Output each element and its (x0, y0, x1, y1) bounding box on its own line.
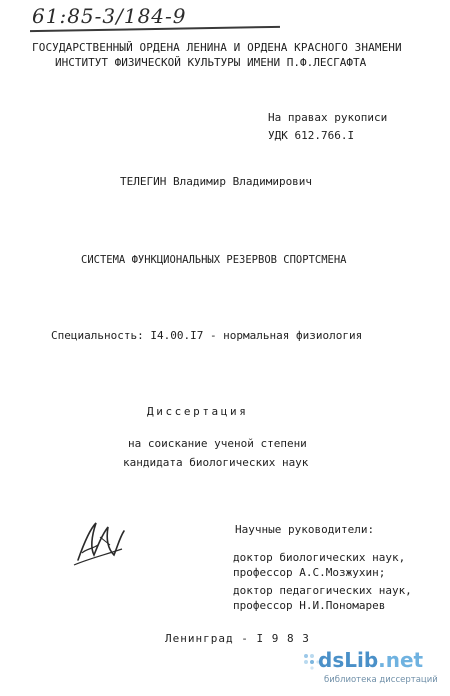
dslib-watermark[interactable] (318, 648, 446, 694)
dslib-logo-main: dsLib (318, 648, 379, 672)
degree-line-1: на соискание ученой степени (128, 437, 307, 450)
institution-line-2: ИНСТИТУТ ФИЗИЧЕСКОЙ КУЛЬТУРЫ ИМЕНИ П.Ф.ЛЕСГАФТА (55, 56, 367, 69)
handwritten-signature (70, 515, 130, 570)
author-name: ТЕЛЕГИН Владимир Владимирович (120, 175, 313, 188)
supervisor-1-degree: доктор биологических наук, (233, 551, 406, 564)
institution-line-1: ГОСУДАРСТВЕННЫЙ ОРДЕНА ЛЕНИНА И ОРДЕНА КРАСНОГО ЗНАМЕНИ (32, 41, 402, 54)
udc-code: УДК 612.766.I (268, 129, 355, 142)
supervisor-2-degree: доктор педагогических наук, (233, 584, 412, 597)
supervisor-2-name: профессор Н.И.Пономарев (233, 599, 386, 612)
speciality-line: Специальность: I4.00.I7 - нормальная физиология (51, 329, 363, 342)
document-type: Диссертация (147, 405, 249, 418)
city-year: Ленинград - I 9 8 3 (165, 632, 310, 645)
degree-line-2: кандидата биологических наук (123, 456, 309, 469)
supervisor-1-name: профессор А.С.Мозжухин; (233, 566, 386, 579)
dslib-subtitle: библиотека диссертаций (324, 675, 438, 685)
supervisors-heading: Научные руководители: (235, 523, 375, 536)
rights-note: На правах рукописи (268, 111, 388, 124)
dissertation-title: СИСТЕМА ФУНКЦИОНАЛЬНЫХ РЕЗЕРВОВ СПОРТСМЕНА (81, 254, 347, 266)
dslib-logo-text (318, 648, 423, 672)
handwritten-archive-number: 61:85-3/184-9 (32, 4, 187, 28)
dslib-logo-tld: .net (378, 648, 424, 672)
